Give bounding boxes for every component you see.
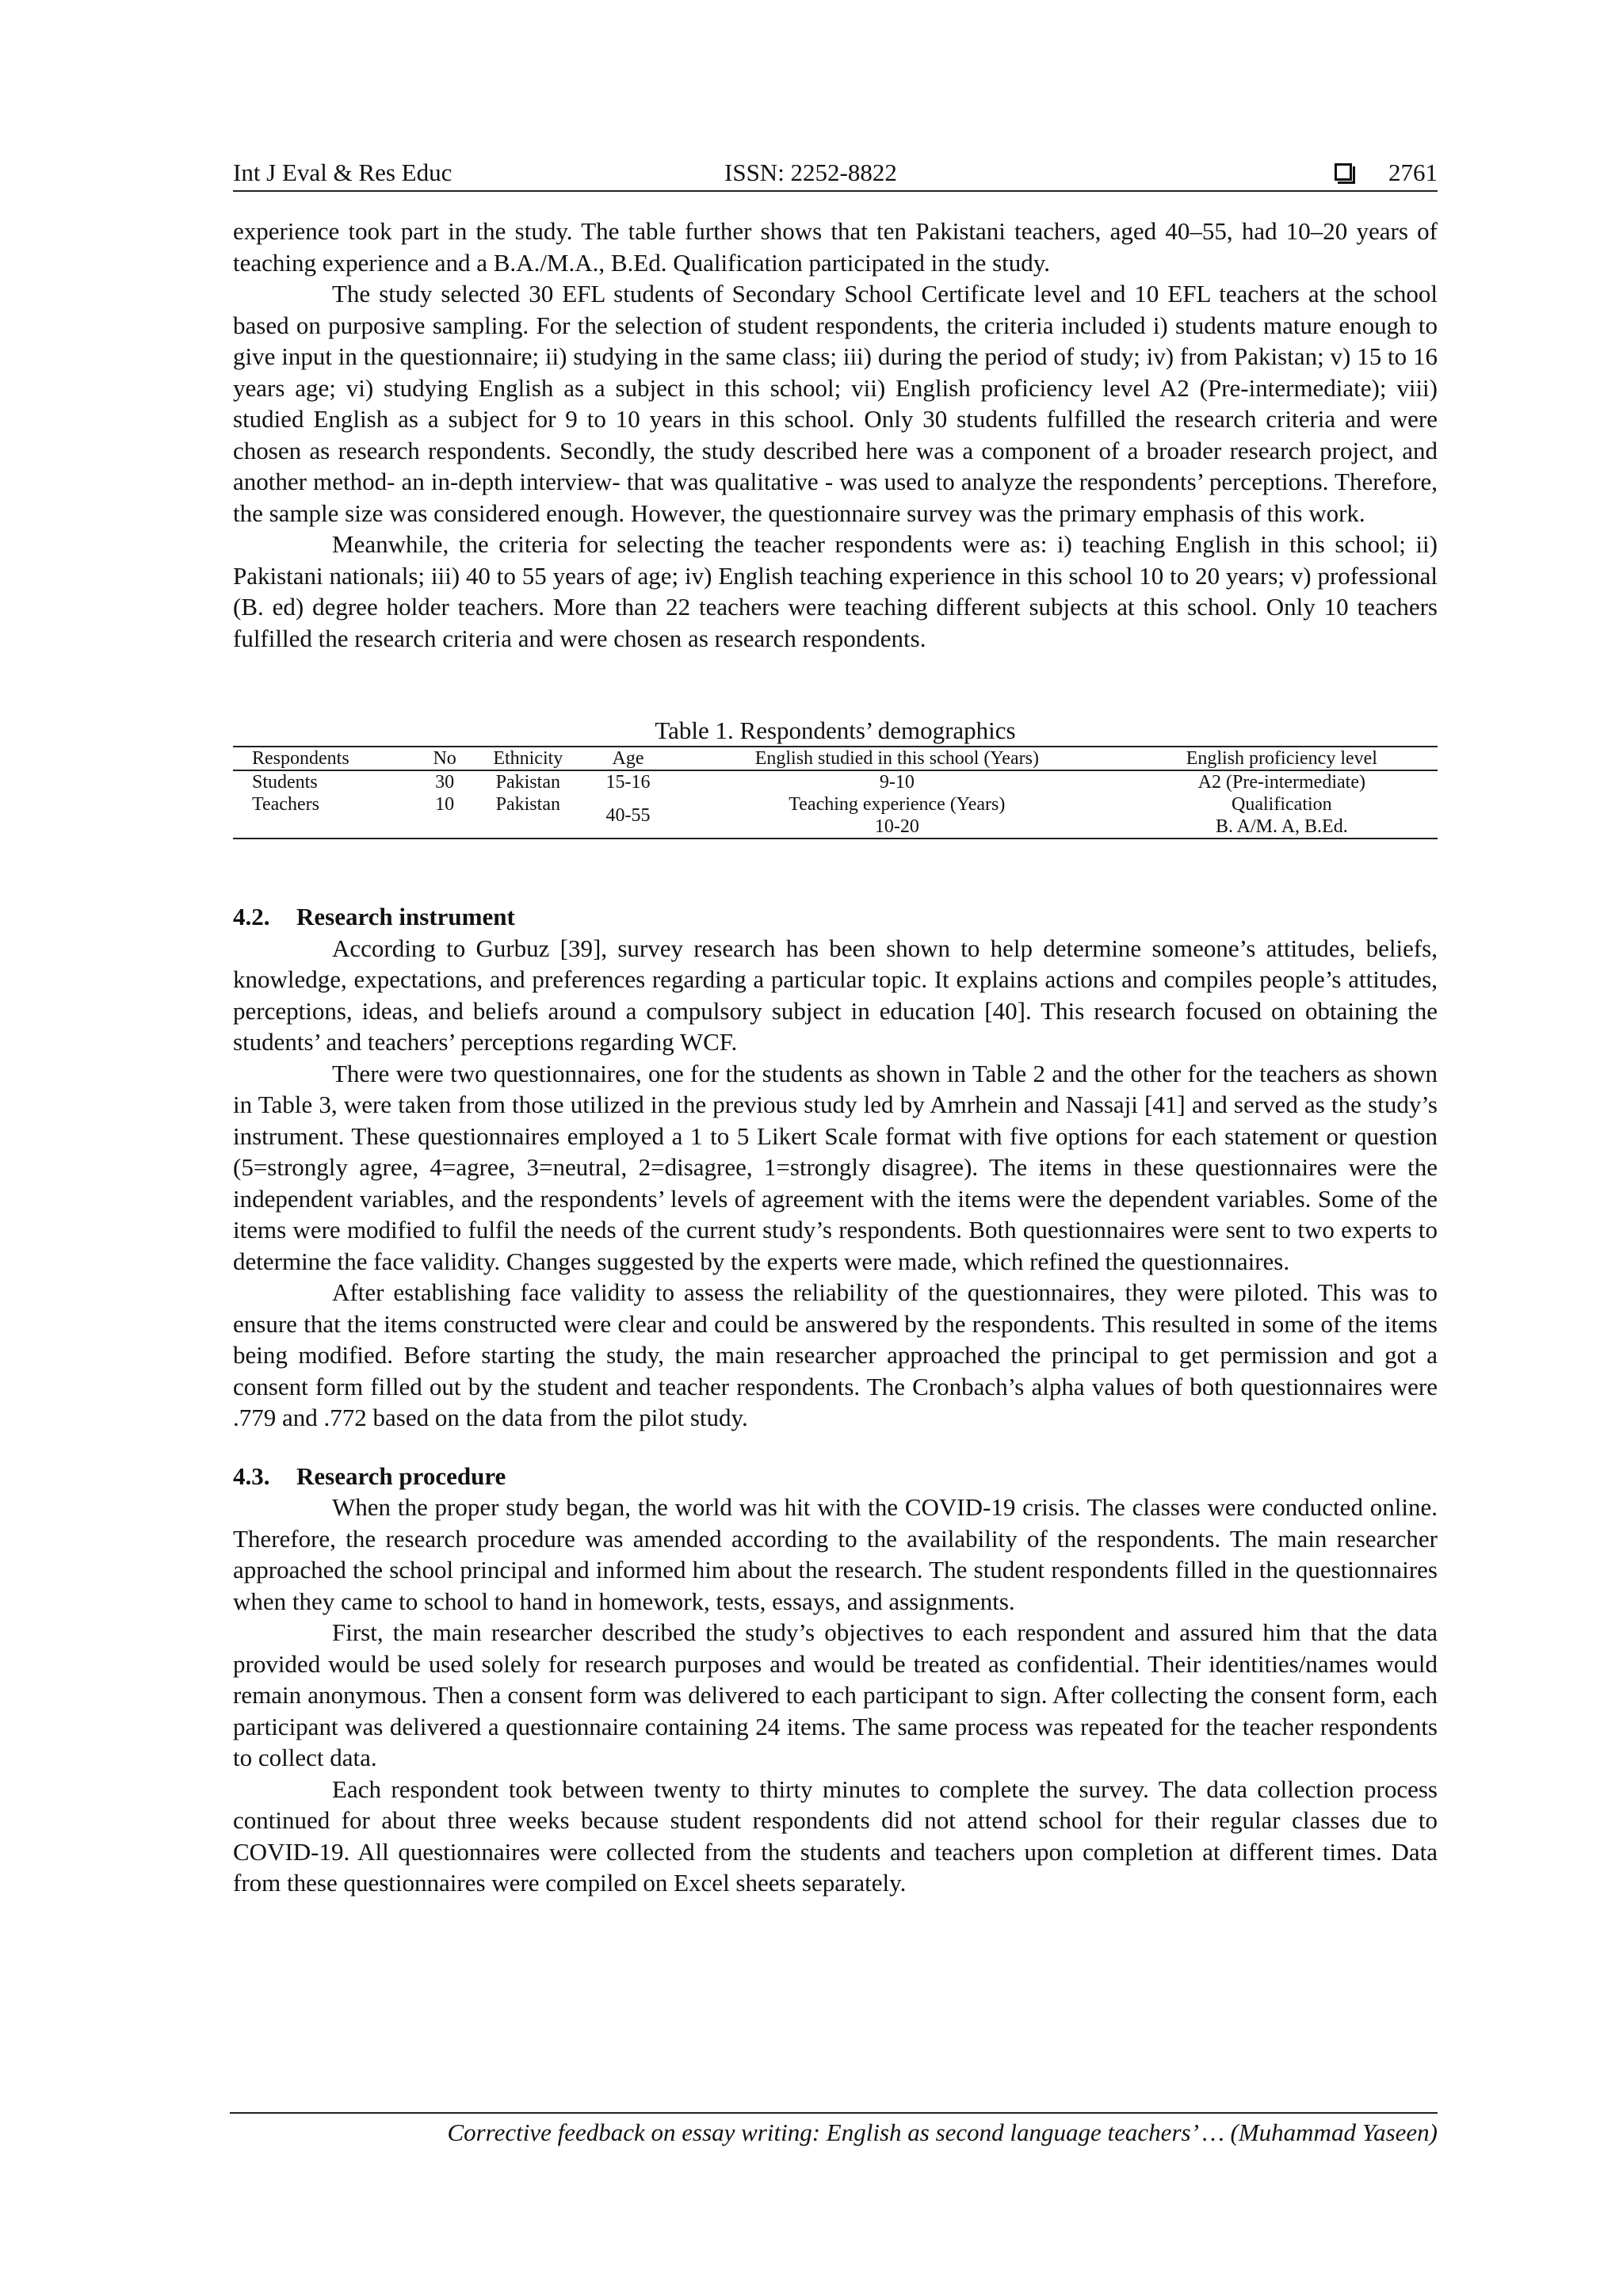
spacer — [233, 1434, 1438, 1461]
table-cell: Teachers — [252, 794, 319, 815]
table-cell: Pakistan — [495, 794, 560, 815]
paragraph: Meanwhile, the criteria for selecting the teacher respondents were as: i) teaching English in this school; ii) Pakistani nationals; iii) 40 to 55 years of age; iv) English teaching experience in this school 10 to 20 years; v) professional (B. ed) degree holder teachers. More than 22 teachers were teaching different subjects at this school. Only 10 teachers fulfilled the research criteria and were chosen as research respondents. — [233, 530, 1438, 652]
table-cell — [1126, 793, 1438, 839]
section-heading — [233, 901, 1438, 933]
column-header: Ethnicity — [468, 747, 588, 770]
footer-title: Corrective feedback on essay writing: English as second language teachers’ … (Muhammad Yaseen) — [447, 2118, 1438, 2146]
column-header: English studied in this school (Years) — [668, 747, 1126, 770]
cell-value: 10-20 — [874, 816, 919, 837]
table-row — [233, 770, 1438, 793]
journal-name: Int J Eval & Res Educ — [233, 159, 453, 186]
demographics-table — [233, 746, 1438, 839]
table-cell: 9-10 — [879, 772, 915, 793]
table-row — [233, 793, 1438, 839]
table-header-row — [233, 747, 1438, 770]
column-header: English proficiency level — [1126, 747, 1438, 770]
column-header: Age — [588, 747, 668, 770]
paragraph: experience took part in the study. The table further shows that ten Pakistani teachers, aged 40–55, had 10–20 years of teaching experience and a B.A./M.A., B.Ed. Qualification participated in the study. — [233, 217, 1438, 277]
paragraph: The study selected 30 EFL students of Secondary School Certificate level and 10 EFL teachers at the school based on purposive sampling. For the selection of student respondents, the criteria included i) students mature enough to give input in the questionnaire; ii) studying in the same class; iii) during the period of study; iv) from Pakistan; v) 15 to 16 years age; vi) studying English as a subject in this school; vii) English proficiency level A2 (Pre-intermediate); viii) studied English as a subject for 9 to 10 years in this school. Only 30 students fulfilled the research criteria and were chosen as research respondents. Secondly, the study described here was a component of a broader research project, and another method- an in-depth interview- that was qualitative - was used to analyze the respondents’ perceptions. Therefore, the sample size was considered enough. However, the questionnaire survey was the primary emphasis of this work. — [233, 280, 1438, 527]
table-cell: 10 — [435, 794, 455, 815]
issn: ISSN: 2252-8822 — [724, 159, 897, 186]
section-number: 4.2. — [233, 903, 270, 930]
square-bullet-icon — [1335, 163, 1352, 181]
column-header: Respondents — [233, 747, 422, 770]
table-cell: 15-16 — [605, 772, 651, 793]
cell-label: Teaching experience (Years) — [789, 794, 1006, 815]
paragraph: There were two questionnaires, one for the students as shown in Table 2 and the other for the teachers as shown in Table 3, were taken from those utilized in the previous study led by Amrhein and Nassaji [41] and served as the study’s instrument. These questionnaires employed a 1 to 5 Likert Scale format with five options for each statement or question (5=strongly agree, 4=agree, 3=neutral, 2=disagree, 1=strongly disagree). The items in these questionnaires were the independent variables, and the respondents’ levels of agreement with the items were the dependent variables. Some of the items were modified to fulfil the needs of the current study’s respondents. Both questionnaires were sent to two experts to determine the face validity. Changes suggested by the experts were made, which refined the questionnaires. — [233, 1059, 1438, 1275]
cell-value: B. A/M. A, B.Ed. — [1216, 816, 1348, 837]
section-number: 4.3. — [233, 1461, 270, 1490]
paragraph: Each respondent took between twenty to thirty minutes to complete the survey. The data collection process continued for about three weeks because student respondents did not attend school for their regular classes due to COVID-19. All questionnaires were collected from the students and teachers upon completion at different times. Data from these questionnaires were compiled on Excel sheets separately. — [233, 1775, 1438, 1897]
page-number: 2761 — [1388, 159, 1438, 186]
paragraph: According to Gurbuz [39], survey research has been shown to help determine someone’s attitudes, beliefs, knowledge, expectations, and preferences regarding a particular topic. It explains actions and compiles people’s attitudes, perceptions, ideas, and beliefs around a compulsory subject in education [40]. This research focused on obtaining the students’ and teachers’ perceptions regarding WCF. — [233, 934, 1438, 1056]
column-header: No — [422, 747, 468, 770]
table-cell: Students — [252, 772, 318, 793]
section-title: Research procedure — [296, 1461, 506, 1490]
section-heading — [233, 1461, 1438, 1492]
running-footer — [230, 2112, 1438, 2149]
paragraph: When the proper study began, the world was hit with the COVID-19 crisis. The classes were conducted online. Therefore, the research procedure was amended according to the availability of the respondents. The main researcher approached the school principal and informed him about the research. The student respondents filled in the questionnaires when they came to school to hand in homework, tests, essays, and assignments. — [233, 1493, 1438, 1615]
spacer — [233, 839, 1438, 901]
table-cell: 40-55 — [605, 805, 651, 826]
table-cell — [668, 793, 1126, 839]
running-header — [233, 155, 1438, 192]
table-cell: 30 — [435, 772, 455, 793]
spacer — [233, 654, 1438, 717]
page-content — [233, 155, 1438, 1899]
cell-label: Qualification — [1232, 794, 1332, 815]
table-cell: A2 (Pre-intermediate) — [1197, 772, 1365, 793]
section-title: Research instrument — [296, 903, 515, 930]
table-cell: Pakistan — [495, 772, 560, 793]
paragraph: After establishing face validity to assess the reliability of the questionnaires, they were piloted. This was to ensure that the items constructed were clear and could be answered by the respondents. This resulted in some of the items being modified. Before starting the study, the main researcher approached the principal to get permission and got a consent form filled out by the student and teacher respondents. The Cronbach’s alpha values of both questionnaires were .779 and .772 based on the data from the pilot study. — [233, 1278, 1438, 1431]
table-caption: Table 1. Respondents’ demographics — [655, 716, 1016, 744]
paragraph: First, the main researcher described the study’s objectives to each respondent and assured him that the data provided would be used solely for research purposes and would be treated as confidential. Their identities/names would remain anonymous. Then a consent form was delivered to each participant to sign. After collecting the consent form, each participant was delivered a questionnaire containing 24 items. The same process was repeated for the teacher respondents to collect data. — [233, 1618, 1438, 1771]
